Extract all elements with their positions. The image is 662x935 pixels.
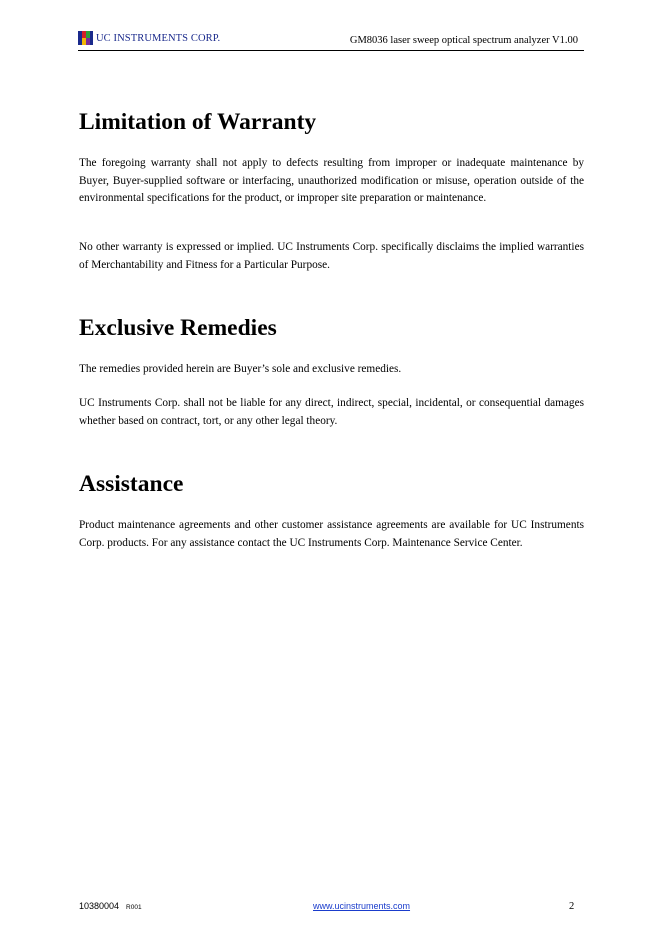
revision: R001	[126, 904, 142, 911]
company-logo	[78, 30, 220, 46]
remedies-paragraph-1: The remedies provided herein are Buyer’s sole and exclusive remedies.	[79, 363, 402, 375]
doc-number: 10380004	[79, 901, 120, 911]
page-number: 2	[569, 901, 575, 912]
website-link[interactable]: www.ucinstruments.com	[313, 901, 411, 911]
footer-doc-id	[79, 901, 142, 911]
warranty-paragraph-2: No other warranty is expressed or implied. UC Instruments Corp. specifically disclaims the implied warranties of Merchantability and Fitness for a Particular Purpose.	[79, 241, 584, 271]
document-title: GM8036 laser sweep optical spectrum analyzer V1.00	[349, 35, 578, 46]
page-footer	[0, 901, 662, 915]
remedies-paragraph-2: UC Instruments Corp. shall not be liable for any direct, indirect, special, incidental, or consequential damages whether based on contract, tort, or any other legal theory.	[79, 397, 584, 427]
section-heading-limitation-of-warranty: Limitation of Warranty	[79, 109, 317, 135]
uc-logo-icon	[78, 30, 94, 46]
section-heading-exclusive-remedies: Exclusive Remedies	[79, 315, 277, 341]
logo-text: UC INSTRUMENTS CORP.	[96, 32, 221, 44]
assistance-paragraph-1: Product maintenance agreements and other customer assistance agreements are available for UC Instruments Corp. products. For any assistance contact the UC Instruments Corp. Maintenance Service Center.	[79, 519, 584, 549]
section-heading-assistance: Assistance	[79, 471, 184, 497]
warranty-paragraph-1: The foregoing warranty shall not apply to defects resulting from improper or inadequate maintenance by Buyer, Buyer-supplied software or interfacing, unauthorized modification or misuse, operation outside of the environmental specifications for the product, or improper site preparation or maintenance.	[79, 157, 584, 205]
page-header	[78, 28, 584, 51]
